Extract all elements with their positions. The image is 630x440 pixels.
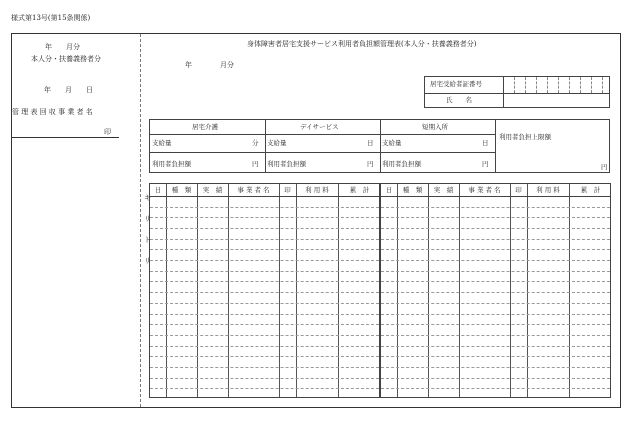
grid-column-divider [166,184,167,397]
grid-row-line [150,346,379,347]
service-3-name: 短期入所 [422,123,448,131]
service-1-supply-unit: 分 [252,139,259,147]
grid-row-line [381,217,610,218]
grid-header-cell: 印 [284,186,291,194]
grid-row-line [150,356,379,357]
grid-row-line [381,346,610,347]
grid-row-line [150,228,379,229]
grid-column-divider [397,184,398,397]
cut-line [140,34,141,407]
cut-line-char: ト [144,236,151,244]
grid-row-line [381,249,610,250]
grid-header-cell: 種 類 [171,186,192,194]
recipient-name-label: 氏 名 [446,96,472,104]
service-2-name: デイサービス [300,123,339,131]
grid-row-line [150,260,379,261]
service-2-burden-label: 利用者負担額 [267,160,306,168]
stub-period: 年 月分 [45,43,80,51]
limit-unit: 円 [601,163,608,171]
grid-column-divider [338,184,339,397]
grid-column-divider [569,184,570,397]
grid-row-line [381,303,610,304]
grid-row-line [150,388,379,389]
grid-row-line [381,281,610,282]
grid-row-line [381,356,610,357]
form-number: 様式第13号(第15条関係) [11,14,91,22]
grid-header-cell: 事 業 者 名 [468,186,501,194]
limit-label: 利用者負担上限額 [499,133,551,141]
grid-row-line [150,324,379,325]
cut-line-char: キ [144,194,151,202]
grid-row-line [381,378,610,379]
grid-row-line [150,378,379,379]
grid-header-cell: 利 用 料 [536,186,560,194]
grid-row-line [381,292,610,293]
service-3-burden-label: 利用者負担額 [382,160,421,168]
grid-header-cell: 累 計 [349,186,370,194]
grid-row-line [150,281,379,282]
stub-seal: 印 [104,128,111,136]
grid-column-divider [197,184,198,397]
grid-column-divider [296,184,297,397]
stub-subject: 本人分・扶養義務者分 [31,55,101,63]
service-3-supply-unit: 日 [482,139,489,147]
stub-date: 年 月 日 [44,86,93,94]
grid-column-divider [527,184,528,397]
grid-row-line [150,271,379,272]
grid-header-cell: 種 類 [402,186,423,194]
service-summary-table [149,119,610,173]
grid-row-line [381,388,610,389]
grid-header-cell: 日 [385,186,393,194]
grid-row-line [150,367,379,368]
detail-grid-left [149,183,380,398]
service-3-supply-label: 支給量 [382,139,402,147]
grid-row-line [381,271,610,272]
grid-row-line [381,228,610,229]
service-1-burden-label: 利用者負担額 [152,160,191,168]
grid-row-line [150,217,379,218]
stub-signature-line [12,137,119,138]
grid-row-line [150,292,379,293]
grid-header-cell: 累 計 [580,186,601,194]
service-2-supply-unit: 日 [367,139,374,147]
service-2-supply-label: 支給量 [267,139,287,147]
grid-row-line [381,324,610,325]
service-1-burden-unit: 円 [252,160,259,168]
main-period: 年 月分 [185,61,234,69]
stub-collector-label: 管 理 表 回 収 事 業 者 名 [12,108,93,116]
grid-row-line [150,303,379,304]
grid-row-line [381,260,610,261]
grid-header-cell: 事 業 者 名 [237,186,270,194]
cut-line-char: リ [144,257,151,265]
grid-header-divider [381,196,610,197]
cut-line-char: リ [144,215,151,223]
grid-header-divider [150,196,379,197]
grid-column-divider [228,184,229,397]
grid-row-line [150,335,379,336]
grid-row-line [381,335,610,336]
grid-header-cell: 実 績 [202,186,223,194]
grid-row-line [381,367,610,368]
service-3-burden-unit: 円 [482,160,489,168]
grid-column-divider [459,184,460,397]
service-1-name: 居宅介護 [192,123,218,131]
detail-grid-right [380,183,611,398]
service-2-burden-unit: 円 [367,160,374,168]
grid-header-cell: 実 績 [433,186,454,194]
grid-row-line [381,314,610,315]
grid-row-line [381,239,610,240]
recipient-table [424,76,610,108]
page-title: 身体障害者居宅支援サービス利用者負担額管理表(本人分・扶養義務者分) [247,40,477,48]
grid-header-cell: 日 [154,186,162,194]
grid-header-cell: 印 [515,186,522,194]
grid-column-divider [279,184,280,397]
grid-column-divider [428,184,429,397]
grid-row-line [150,249,379,250]
grid-row-line [150,239,379,240]
recipient-id-label: 居宅受給者証番号 [430,80,482,88]
service-1-supply-label: 支給量 [152,139,172,147]
grid-header-cell: 利 用 料 [305,186,329,194]
grid-row-line [150,314,379,315]
grid-row-line [150,207,379,208]
grid-row-line [381,207,610,208]
grid-column-divider [510,184,511,397]
